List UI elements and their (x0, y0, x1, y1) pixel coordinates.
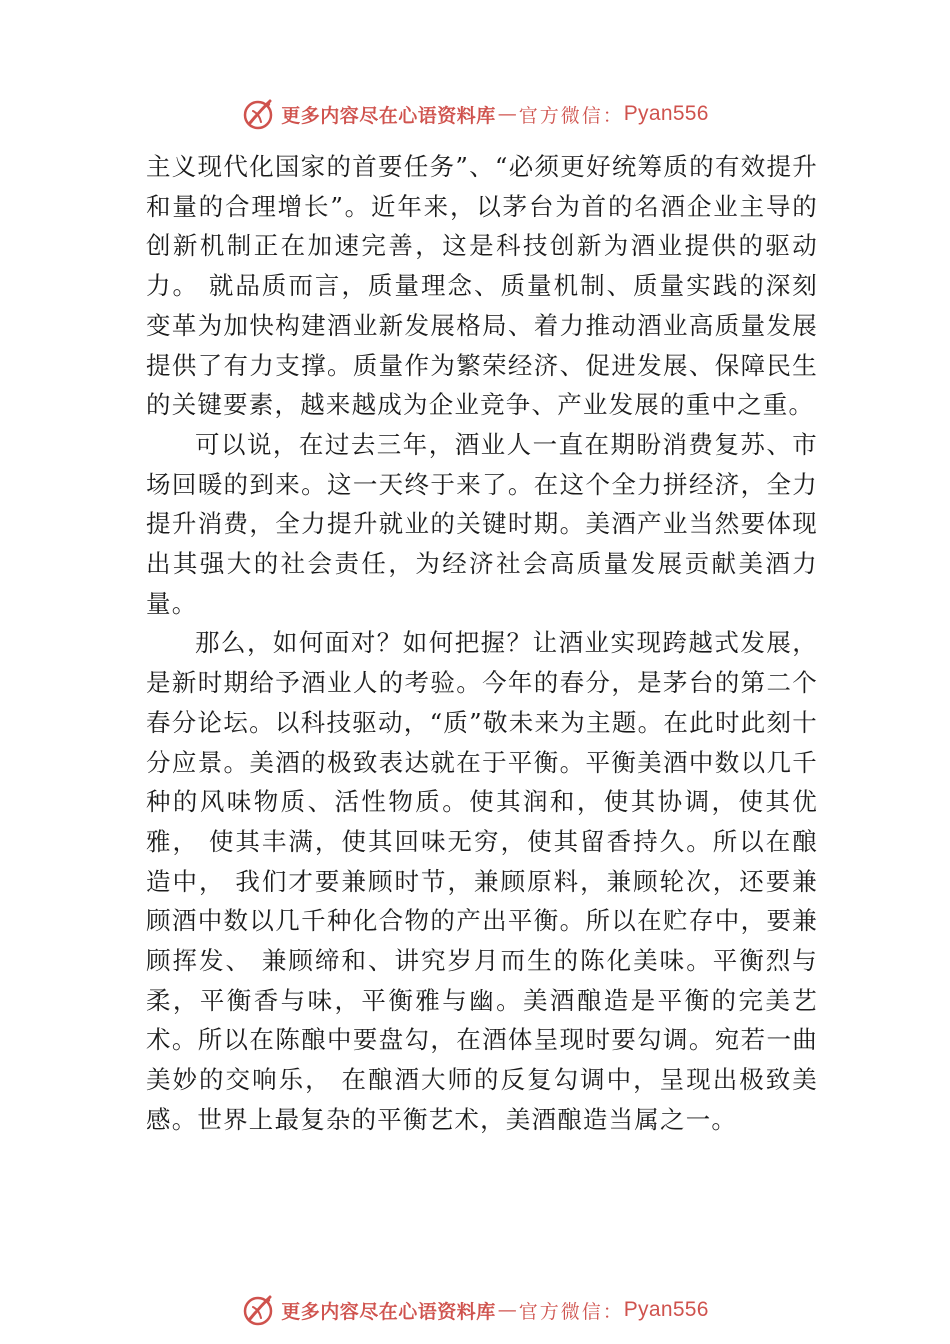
watermark-account-id: Pyan556 (623, 102, 709, 125)
watermark-account-label: 官方微信： (518, 104, 624, 127)
watermark-account-label: 官方微信： (518, 1300, 624, 1323)
watermark-brand-text: 更多内容尽在心语资料库 (281, 1300, 496, 1323)
watermark-dash: — (497, 103, 517, 125)
document-body (146, 147, 818, 1140)
paragraph-2: 可以说，在过去三年，酒业人一直在期盼消费复苏、市场回暖的到来。这一天终于来了。在这个全力拼经济，全力提升消费，全力提升就业的关键时期。美酒产业当然要体现出其强大的社会责任，为经济社会高质量发展贡献美酒力量。 (146, 429, 818, 618)
paragraph-3: 那么，如何面对？如何把握？让酒业实现跨越式发展，是新时期给予酒业人的考验。今年的春分，是茅台的第二个春分论坛。以科技驱动，“质”敬未来为主题。在此时此刻十分应景。美酒的极致表达就在于平衡。平衡美酒中数以几千种的风味物质、活性物质。使其润和，使其协调，使其优雅， 使其丰满，使其回味无穷，使其留香持久。所以在酿造中， 我们才要兼顾时节，兼顾原料，兼顾轮次，还要兼顾酒中数以几千种化合物的产出平衡。所以在贮存中，要兼顾挥发、 兼顾缔和、讲究岁月而生的陈化美味。平衡烈与柔，平衡香与味，平衡雅与幽。美酒酿造是平衡的完美艺术。所以在陈酿中要盘勾，在酒体呈现时要勾调。宛若一曲美妙的交响乐， 在酿酒大师的反复勾调中，呈现出极致美感。世界上最复杂的平衡艺术，美酒酿造当属之一。 (146, 628, 818, 1134)
watermark-account-id: Pyan556 (623, 1298, 709, 1321)
brush-seal-logo-icon (241, 1293, 275, 1327)
watermark-footer (0, 1290, 950, 1330)
watermark-brand-text: 更多内容尽在心语资料库 (281, 104, 496, 127)
watermark-dash: — (497, 1299, 517, 1321)
paragraph-1: 主义现代化国家的首要任务”、“必须更好统筹质的有效提升和量的合理增长”。近年来，以茅台为首的名酒企业主导的创新机制正在加速完善，这是科技创新为酒业提供的驱动力。 就品质而言，质量理念、质量机制、质量实践的深刻变革为加快构建酒业新发展格局、着力推动酒业高质量发展提供了有力支撑。质量作为繁荣经济、促进发展、保障民生的关键要素，越来越成为企业竞争、产业发展的重中之重。 (146, 152, 818, 420)
watermark-header (0, 94, 950, 134)
brush-seal-logo-icon (241, 97, 275, 131)
